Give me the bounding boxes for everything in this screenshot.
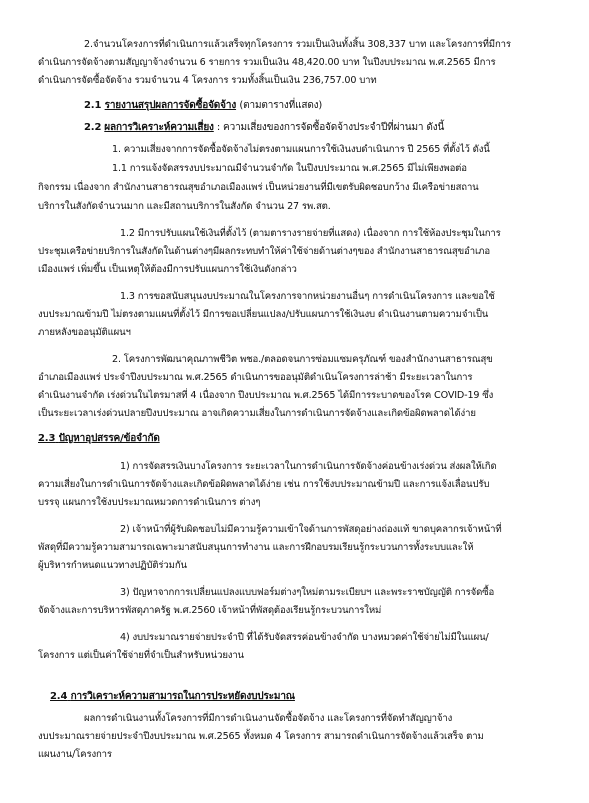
section-2-2-title: ผลการวิเคราะห์ความเสี่ยง [104,122,214,133]
risk-1-2-line-3: เมืองแพร่ เพิ่มขึ้น เป็นเหตุให้ต้องมีการปรับแผนการใช้เงินดังกล่าว [38,264,297,275]
total-paragraph-line-2: ดำเนินการจัดจ้างตามสัญญาจ้างจำนวน 6 รายการ รวมเป็นเงิน 48,420.00 บาท ในปีงบประมาณ พ.ศ.2565 มีการ [38,57,496,68]
section-2-3-title: ปัญหาอุปสรรค/ข้อจำกัด [58,433,160,444]
obstacle-1-line-2: ความเสี่ยงในการดำเนินการจัดจ้างและเกิดข้อผิดพลาดได้ง่าย เช่น การใช้งบประมาณข้ามปี และการแจ้งเลื่อนปรับ [38,479,490,490]
section-2-3-number: 2.3 [38,433,56,444]
obstacle-1-line-1: 1) การจัดสรรเงินบางโครงการ ระยะเวลาในการดำเนินการจัดจ้างค่อนข้างเร่งด่วน ส่งผลให้เกิด [120,461,497,472]
obstacle-2-line-2: พัสดุที่มีความรู้ความสามารถเฉพาะมาสนับสนุนการทำงาน และการฝึกอบรมเรียนรู้กระบวนการทั้งระบบและให้ [38,542,474,553]
risk-1-3-line-3: ภายหลังขออนุมัติแผนฯ [38,327,131,338]
section-2-1-note: (ตามตารางที่แสดง) [239,100,323,111]
risk-1-2-line-2: ประชุมเครือข่ายบริการในสังกัดในด้านต่างๆมีผลกระทบทำให้ค่าใช้จ่ายด้านต่างๆของ สำนักงานสาธารณสุขอำเภอ [38,246,490,257]
section-2-2-desc: : ความเสี่ยงของการจัดซื้อจัดจ้างประจำปีที่ผ่านมา ดังนี้ [216,122,445,133]
risk-item-2-line-2: อำเภอเมืองแพร่ ประจำปีงบประมาณ พ.ศ.2565 ดำเนินการขออนุมัติดำเนินโครงการล่าช้า มีระยะเวลาในการ [38,372,473,383]
risk-1-2-line-1: 1.2 มีการปรับแผนใช้เงินที่ตั้งไว้ (ตามตารางรายจ่ายที่แสดง) เนื่องจาก การใช้ห้องประชุมในการ [120,228,501,239]
section-2-4-heading [50,690,295,704]
obstacle-3-line-2: จัดจ้างและการบริหารพัสดุภาครัฐ พ.ศ.2560 เจ้าหน้าที่พัสดุต้องเรียนรู้กระบวนการใหม่ [38,605,382,616]
section-2-1-title: รายงานสรุปผลการจัดซื้อจัดจ้าง [104,100,237,111]
obstacle-2-line-3: ผู้บริหารกำหนดแนวทางปฏิบัติร่วมกัน [38,560,187,571]
section-2-2-number: 2.2 [84,122,102,133]
section-2-3-heading [38,432,160,446]
total-paragraph-line-3: ดำเนินการจัดซื้อจัดจ้าง รวมจำนวน 4 โครงการ รวมทั้งสิ้นเป็นเงิน 236,757.00 บาท [38,75,377,86]
total-paragraph-line-1: 2.จำนวนโครงการที่ดำเนินการแล้วเสร็จทุกโครงการ รวมเป็นเงินทั้งสิ้น 308,337 บาท และโครงการที่มีการ [84,39,511,50]
section-2-1-heading [84,99,322,113]
risk-item-2-line-1: 2. โครงการพัฒนาคุณภาพชีวิต พชอ./ตลอดจนการซ่อมแซมครุภัณฑ์ ของสำนักงานสาธารณสุข [112,354,493,365]
obstacle-2-line-1: 2) เจ้าหน้าที่ผู้รับผิดชอบไม่มีความรู้ความเข้าใจด้านการพัสดุอย่างถ่องแท้ ขาดบุคลากรเจ้าหน้าที่ [120,524,502,535]
budget-saving-line-3: แผนงาน/โครงการ [38,749,112,760]
section-2-2-heading [84,121,444,135]
section-2-1-number: 2.1 [84,100,102,111]
obstacle-4-line-2: โครงการ แต่เป็นค่าใช้จ่ายที่จำเป็นสำหรับหน่วยงาน [38,650,244,661]
obstacle-4-line-1: 4) งบประมาณรายจ่ายประจำปี ที่ได้รับจัดสรรค่อนข้างจำกัด บางหมวดค่าใช้จ่ายไม่มีในแผน/ [120,632,489,643]
risk-item-2-line-3: ดำเนินงานจำกัด เร่งด่วนในไตรมาสที่ 4 เนื่องจาก ปีงบประมาณ พ.ศ.2565 ได้มีการระบาดของโรค COVID-19 ซึ่ง [38,390,494,401]
risk-1-3-line-2: งบประมาณข้ามปี ไม่ตรงตามแผนที่ตั้งไว้ มีการขอเปลี่ยนแปลง/ปรับแผนการใช้เงินงบ ดำเนินงานตามความจำเป็น [38,309,489,320]
risk-1-3-line-1: 1.3 การขอสนับสนุนงบประมาณในโครงการจากหน่วยงานอื่นๆ การดำเนินโครงการ และขอใช้ [120,291,495,302]
risk-1-1-line-2: กิจกรรม เนื่องจาก สำนักงานสาธารณสุขอำเภอเมืองแพร่ เป็นหน่วยงานที่มีเขตรับผิดชอบกว้าง มีเครือข่ายสถาน [38,182,479,193]
risk-item-1: 1. ความเสี่ยงจากการจัดซื้อจัดจ้างไม่ตรงตามแผนการใช้เงินงบดำเนินการ ปี 2565 ที่ตั้งไว้ ดังนี้ [112,144,490,155]
risk-1-1-line-3: บริการในสังกัดจำนวนมาก และมีสถานบริการในสังกัด จำนวน 27 รพ.สต. [38,201,331,212]
obstacle-1-line-3: บรรจุ แผนการใช้งบประมาณหมวดการดำเนินการ ต่างๆ [38,497,261,508]
budget-saving-line-2: งบประมาณรายจ่ายประจำปีงบประมาณ พ.ศ.2565 ทั้งหมด 4 โครงการ สามารถดำเนินการจัดจ้างแล้วเสร็จ ตาม [38,731,484,742]
budget-saving-line-1: ผลการดำเนินงานทั้งโครงการที่มีการดำเนินงานจัดซื้อจัดจ้าง และโครงการที่จัดทำสัญญาจ้าง [84,713,453,724]
risk-1-1-line-1: 1.1 การแจ้งจัดสรรงบประมาณมีจำนวนจำกัด ในปีงบประมาณ พ.ศ.2565 มีไม่เพียงพอต่อ [112,163,467,174]
obstacle-3-line-1: 3) ปัญหาจากการเปลี่ยนแปลงแบบฟอร์มต่างๆใหม่ตามระเบียบฯ และพระราชบัญญัติ การจัดซื้อ [120,587,495,598]
risk-item-2-line-4: เป็นระยะเวลาเร่งด่วนปลายปีงบประมาณ อาจเกิดความเสี่ยงในการดำเนินการจัดจ้างและเกิดข้อผิดพลาดได้ง่าย [38,408,476,419]
section-2-4-number: 2.4 [50,691,68,702]
section-2-4-title: การวิเคราะห์ความสามารถในการประหยัดงบประมาณ [70,691,295,702]
